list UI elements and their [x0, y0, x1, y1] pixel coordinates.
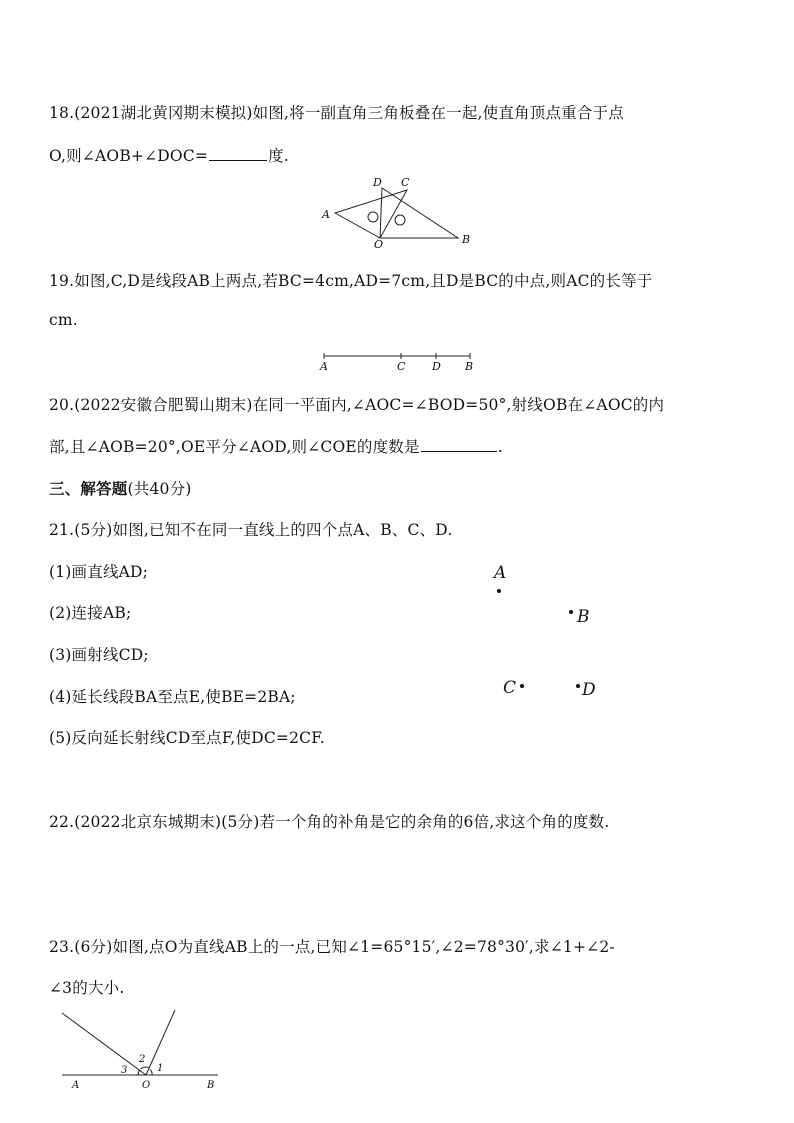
q21-stem: 21.(5分)如图,已知不在同一直线上的四个点A、B、C、D. [49, 521, 453, 539]
q18-text-post: 度. [268, 147, 289, 165]
q21-item-2: (2)连接AB; [49, 604, 132, 622]
q18-label-o: O [374, 238, 384, 251]
q21-label-c: C [503, 678, 517, 698]
q18-triangle-dob [380, 188, 458, 238]
q18-figure [315, 172, 475, 252]
q22-stem: 22.(2022北京东城期末)(5分)若一个角的补角是它的余角的6倍,求这个角的度数. [49, 813, 610, 831]
q18-text-pre: O,则∠AOB+∠DOC= [49, 147, 209, 165]
q21-point-a [497, 589, 501, 593]
q19-line2: cm. [49, 311, 78, 329]
q20-answer-blank[interactable] [421, 437, 497, 452]
q19-figure [318, 348, 478, 374]
q21-item-4: (4)延长线段BA至点E,使BE=2BA; [49, 688, 296, 706]
q23-label-o: O [142, 1080, 151, 1091]
q20-text-post: . [497, 438, 503, 456]
q23-angle-1-arc [150, 1070, 152, 1076]
section3-score: (共40分) [127, 480, 192, 498]
q21-figure [490, 558, 610, 703]
q21-point-b [569, 610, 573, 614]
q21-point-c [520, 684, 524, 688]
q19-line1: 19.如图,C,D是线段AB上两点,若BC=4cm,AD=7cm,且D是BC的中点,则AC的长等于 [49, 272, 653, 290]
q18-label-c: C [401, 176, 410, 189]
q23-label-b: B [207, 1080, 215, 1091]
q21-point-d [576, 684, 580, 688]
section3-heading [49, 477, 192, 499]
q23-figure [55, 1005, 225, 1100]
q23-line2: ∠3的大小. [49, 979, 125, 997]
q23-label-angle-2: 2 [139, 1054, 146, 1065]
q18-label-b: B [462, 233, 471, 246]
q20-text-pre: 部,且∠AOB=20°,OE平分∠AOD,则∠COE的度数是 [49, 438, 420, 456]
q18-label-d: D [373, 176, 382, 189]
q19-label-c: C [397, 360, 406, 373]
q23-label-angle-3: 3 [121, 1065, 128, 1076]
q18-right-angle-mark-1 [368, 212, 378, 222]
q23-line1: 23.(6分)如图,点O为直线AB上的一点,已知∠1=65°15′,∠2=78°30′,求∠1+∠2- [49, 938, 615, 956]
q20-line2 [49, 435, 503, 457]
q23-angle-3-arc [138, 1070, 140, 1075]
q20-line1: 20.(2022安徽合肥蜀山期末)在同一平面内,∠AOC=∠BOD=50°,射线OB在∠AOC的内 [49, 396, 665, 414]
q19-label-d: D [432, 360, 441, 373]
q23-angle-2-arc [140, 1067, 149, 1069]
q21-item-3: (3)画射线CD; [49, 646, 149, 664]
q18-line2 [49, 144, 289, 166]
q23-label-a: A [72, 1080, 80, 1091]
q23-ray-left [62, 1013, 146, 1075]
q18-right-angle-mark-2 [395, 215, 405, 225]
q21-label-d: D [582, 680, 596, 700]
q18-line1: 18.(2021湖北黄冈期末模拟)如图,将一副直角三角板叠在一起,使直角顶点重合于点 [49, 104, 624, 122]
q18-answer-blank[interactable] [209, 146, 267, 161]
section3-title: 三、解答题 [49, 480, 128, 498]
q21-label-b: B [577, 607, 590, 627]
q19-label-b: B [465, 360, 474, 373]
q23-label-angle-1: 1 [157, 1063, 164, 1074]
q19-label-a: A [320, 360, 328, 373]
q18-label-a: A [322, 208, 330, 221]
q21-item-5: (5)反向延长射线CD至点F,使DC=2CF. [49, 729, 325, 747]
q21-item-1: (1)画直线AD; [49, 563, 149, 581]
q21-label-a: A [494, 563, 507, 583]
